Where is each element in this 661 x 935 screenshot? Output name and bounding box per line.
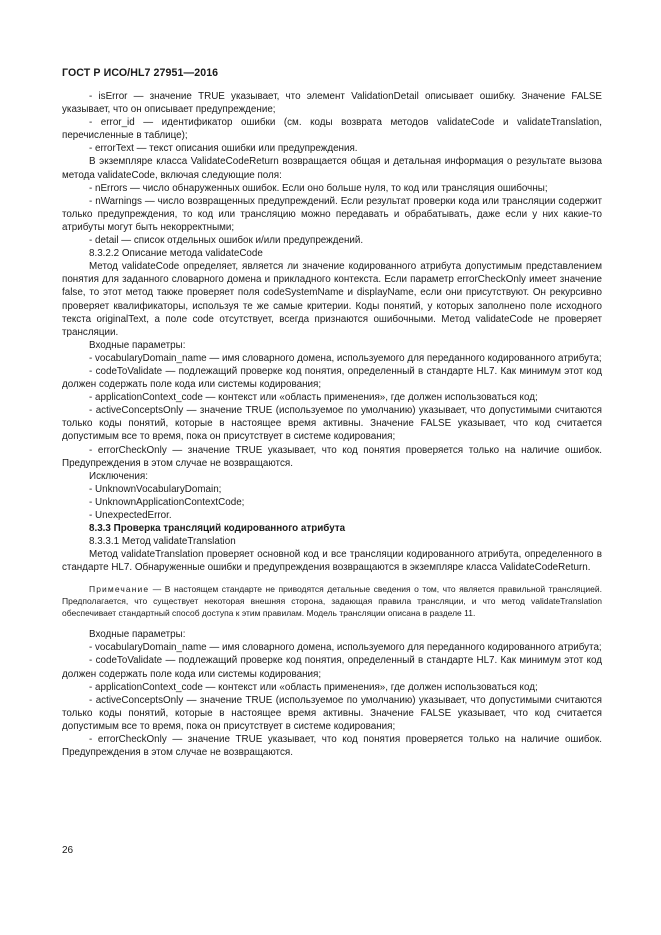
paragraph: - errorCheckOnly — значение TRUE указывает, что код понятия проверяется только на наличие ошибок. Предупреждения в этом случае не возвращаются. xyxy=(62,444,602,469)
paragraph: - detail — список отдельных ошибок и/или предупреждений. xyxy=(89,235,364,247)
paragraph: 8.3.3.1 Метод validateTranslation xyxy=(89,536,236,548)
document-body xyxy=(62,90,602,759)
paragraph: Входные параметры: xyxy=(89,629,186,641)
paragraph: - applicationContext_code — контекст или «область применения», где должен использоваться код; xyxy=(89,392,538,404)
paragraph: - UnexpectedError. xyxy=(89,510,172,521)
paragraph: - isError — значение TRUE указывает, что элемент ValidationDetail описывает ошибку. Значение FALSE указывает, что он описывает предупреждение; xyxy=(62,91,602,116)
paragraph: - activeConceptsOnly — значение TRUE (используемое по умолчанию) указывает, что допустимыми считаются только коды понятий, которые в настоящее время активны. Значение FALSE указывает, что код считается допустимым все то время, пока он присутствует в системе кодирования; xyxy=(62,694,602,732)
paragraph: - vocabularyDomain_name — имя словарного домена, используемого для переданного кодированного атрибута; xyxy=(89,642,602,654)
paragraph: - UnknownApplicationContextCode; xyxy=(89,496,245,508)
paragraph: - codeToValidate — подлежащий проверке код понятия, определенный в стандарте HL7. Как минимум этот код должен содержать поле кода или системы кодирования; xyxy=(62,655,602,680)
paragraph: - nErrors — число обнаруженных ошибок. Если оно больше нуля, то код или трансляция ошибочны; xyxy=(89,182,548,194)
paragraph: - applicationContext_code — контекст или «область применения», где должен использоваться код; xyxy=(89,681,538,693)
paragraph: Входные параметры: xyxy=(89,339,186,351)
paragraph: - UnknownVocabularyDomain; xyxy=(89,483,222,495)
paragraph: - vocabularyDomain_name — имя словарного домена, используемого для переданного кодированного атрибута; xyxy=(89,352,602,364)
paragraph: Исключения: xyxy=(89,470,148,482)
middle-paragraphs xyxy=(62,535,602,574)
paragraph: - activeConceptsOnly — значение TRUE (используемое по умолчанию) указывает, что допустимыми считаются только коды понятий, которые в настоящее время активны. Значение FALSE указывает, что код считается допустимым все то время, пока он присутствует в системе кодирования; xyxy=(62,405,602,443)
paragraph: В экземпляре класса ValidateCodeReturn возвращается общая и детальная информация о результате вызова метода validateCode, включая следующие поля: xyxy=(62,156,602,181)
document-header-title: ГОСТ Р ИСО/HL7 27951—2016 xyxy=(62,67,219,79)
bottom-paragraphs xyxy=(62,628,602,759)
page-number: 26 xyxy=(62,845,74,856)
section-heading: 8.3.3 Проверка трансляций кодированного атрибута xyxy=(89,523,346,535)
paragraph: Метод validateCode определяет, является ли значение кодированного атрибута допустимым представлением понятия для заданного словарного домена и прикладного контекста. Если параметр errorCheckOnly имеет значение false, то этот метод также проверяет поля codeSystemName и displayName, если они присутствуют. Он рекурсивно проверяет квалификаторы, используя те же самые критерии. Коды понятий, у которых заполнено поле исходного текста originalText, а поле code отсутствует, всегда признаются ошибочными. Метод validateCode не проверяет трансляции. xyxy=(62,261,602,338)
paragraph: 8.3.2.2 Описание метода validateCode xyxy=(89,248,263,260)
top-paragraphs xyxy=(62,90,602,522)
note-label: Примечание xyxy=(89,584,150,595)
paragraph: - codeToValidate — подлежащий проверке код понятия, определенный в стандарте HL7. Как минимум этот код должен содержать поле кода или системы кодирования; xyxy=(62,365,602,391)
paragraph: - errorText — текст описания ошибки или предупреждения. xyxy=(89,143,358,155)
note-block xyxy=(62,584,602,619)
paragraph: Метод validateTranslation проверяет основной код и все трансляции кодированного атрибута, определенного в стандарте HL7. Обнаруженные ошибки и предупреждения возвращаются в экземпляре класса ValidateCodeReturn. xyxy=(62,549,602,574)
note-text: — В настоящем стандарте не приводятся детальные сведения о том, что является правильной трансляцией. Предполагается, что существует некоторая внешняя сторона, задающая правила трансляции, и что метод validateTranslation обеспечивает стандартный способ доступа к этим правилам. Модель трансляции описана в разделе 11. xyxy=(62,584,602,618)
paragraph: - nWarnings — число возвращенных предупреждений. Если результат проверки кода или трансляции содержит только предупреждения, то код или трансляцию можно передавать и обрабатывать, даже если у них какие-то атрибуты могут быть некорректными; xyxy=(62,195,602,233)
paragraph: - error_id — идентификатор ошибки (см. коды возврата методов validateCode и validateTranslation, перечисленные в таблице); xyxy=(62,117,602,142)
paragraph: - errorCheckOnly — значение TRUE указывает, что код понятия проверяется только на наличие ошибок. Предупреждения в этом случае не возвращаются. xyxy=(62,734,602,759)
